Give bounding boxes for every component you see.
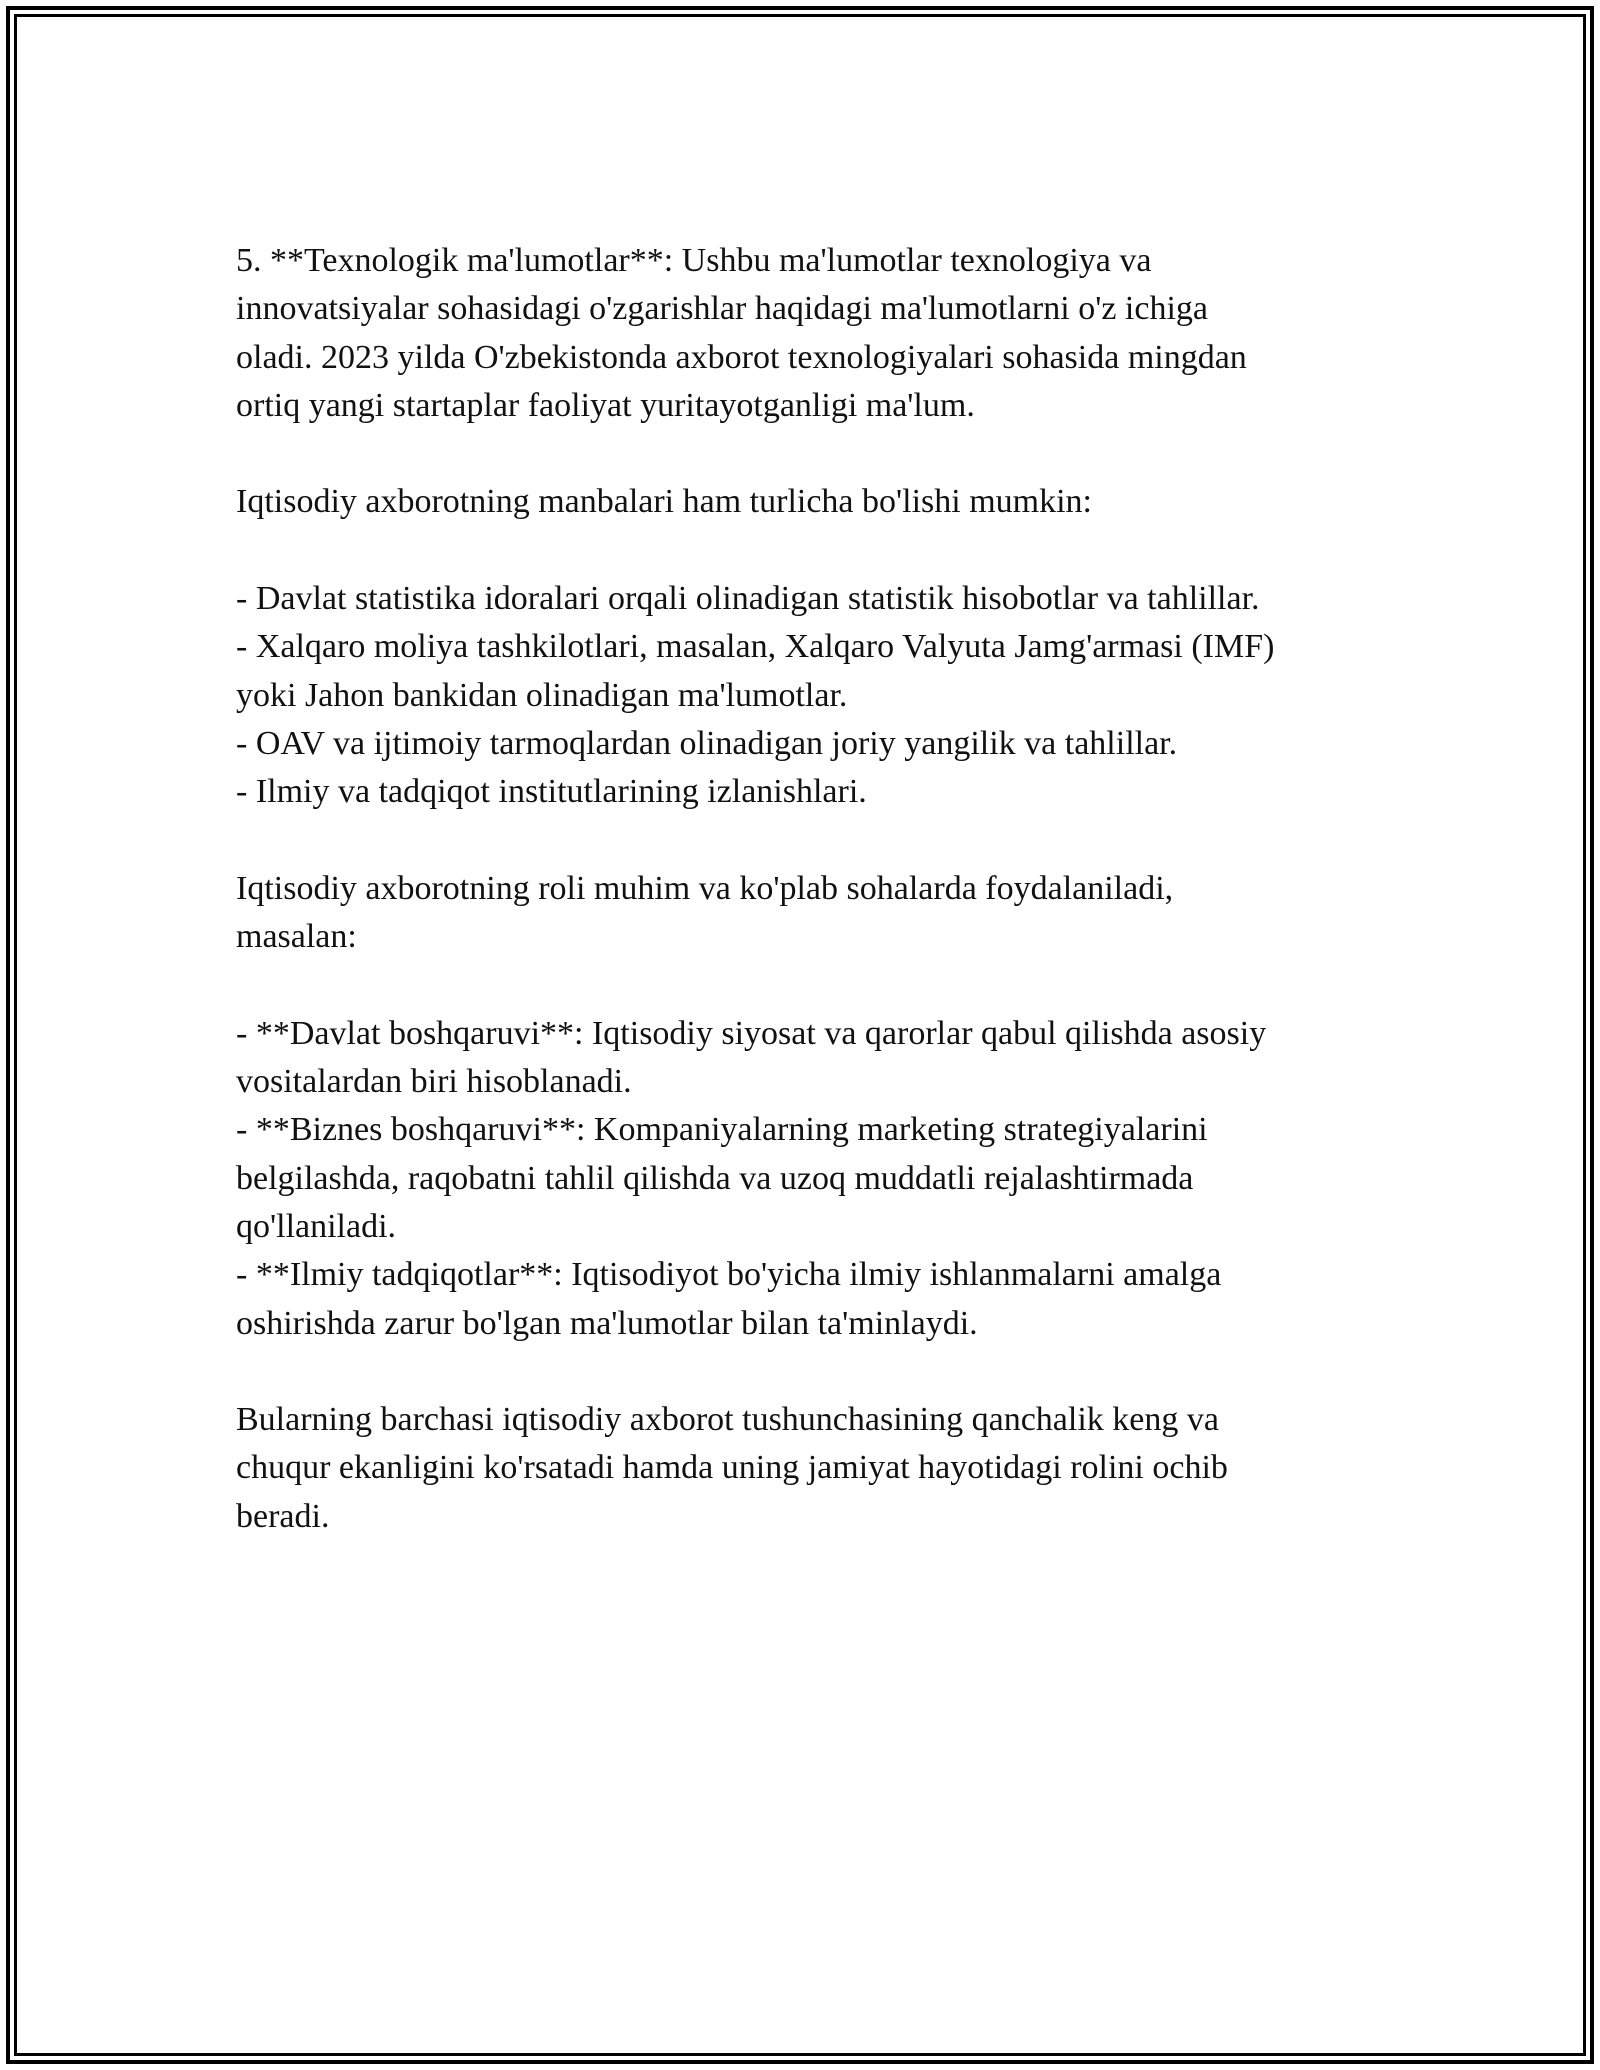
list-item: - Ilmiy va tadqiqot institutlarining izlanishlari. <box>236 773 867 811</box>
text-line: Iqtisodiy axborotning roli muhim va ko'plab sohalarda foydalaniladi, <box>236 869 1174 907</box>
text-line: Iqtisodiy axborotning manbalari ham turlicha bo'lishi mumkin: <box>236 483 1092 521</box>
text-line: beradi. <box>236 1497 330 1535</box>
paragraph-technology-data <box>236 237 1366 430</box>
paragraph-gap <box>236 527 1366 575</box>
list-item: - OAV va ijtimoiy tarmoqlardan olinadigan joriy yangilik va tahlillar. <box>236 724 1178 762</box>
text-line: innovatsiyalar sohasidagi o'zgarishlar haqidagi ma'lumotlarni o'z ichiga <box>236 290 1208 328</box>
text-line: masalan: <box>236 918 357 956</box>
text-line: 5. **Texnologik ma'lumotlar**: Ushbu ma'lumotlar texnologiya va <box>236 242 1152 279</box>
list-item-continuation: vositalardan biri hisoblanadi. <box>236 1063 632 1101</box>
text-line: oladi. 2023 yilda O'zbekistonda axborot texnologiyalari sohasida mingdan <box>236 338 1247 376</box>
list-sources <box>236 575 1366 816</box>
paragraph-gap <box>236 817 1366 865</box>
list-item-continuation: yoki Jahon bankidan olinadigan ma'lumotlar. <box>236 676 848 714</box>
list-item: - Davlat statistika idoralari orqali olinadigan statistik hisobotlar va tahlillar. <box>236 580 1260 618</box>
list-item: - **Ilmiy tadqiqotlar**: Iqtisodiyot bo'yicha ilmiy ishlanmalarni amalga <box>236 1256 1222 1294</box>
list-item: - Xalqaro moliya tashkilotlari, masalan, Xalqaro Valyuta Jamg'armasi (IMF) <box>236 628 1275 666</box>
paragraph-gap <box>236 961 1366 1009</box>
list-item-continuation: belgilashda, raqobatni tahlil qilishda va uzoq muddatli rejalashtirmada <box>236 1159 1194 1197</box>
list-item: - **Biznes boshqaruvi**: Kompaniyalarning marketing strategiyalarini <box>236 1111 1208 1149</box>
paragraph-conclusion <box>236 1396 1366 1541</box>
list-item-continuation: qo'llaniladi. <box>236 1207 397 1245</box>
paragraph-role-intro <box>236 865 1366 962</box>
paragraph-gap <box>236 430 1366 478</box>
text-line: chuqur ekanligini ko'rsatadi hamda uning jamiyat hayotidagi rolini ochib <box>236 1449 1228 1487</box>
list-item: - **Davlat boshqaruvi**: Iqtisodiy siyosat va qarorlar qabul qilishda asosiy <box>236 1014 1267 1052</box>
paragraph-gap <box>236 1348 1366 1396</box>
document-body <box>236 237 1366 1541</box>
list-item-continuation: oshirishda zarur bo'lgan ma'lumotlar bilan ta'minlaydi. <box>236 1304 978 1342</box>
text-line: Bularning barchasi iqtisodiy axborot tushunchasining qanchalik keng va <box>236 1401 1219 1439</box>
paragraph-sources-intro <box>236 478 1366 526</box>
text-line: ortiq yangi startaplar faoliyat yuritayotganligi ma'lum. <box>236 386 975 424</box>
list-roles <box>236 1010 1366 1348</box>
